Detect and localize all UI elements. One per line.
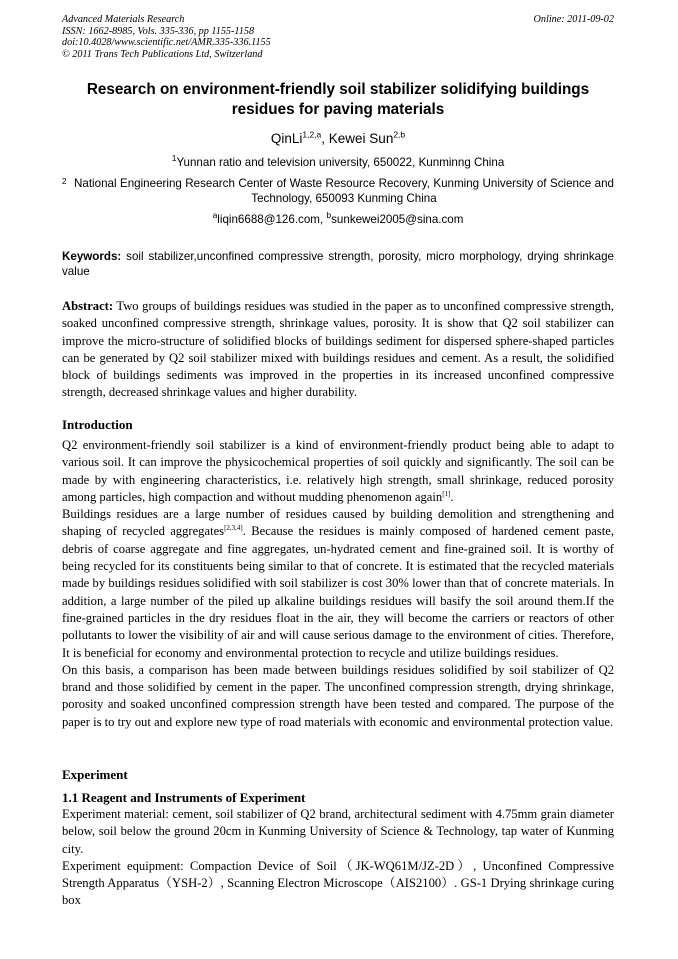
affiliation-2-text: National Engineering Research Center of Waste Resource Recovery, Kunming University of Science and Technology, 650093 Kunming China — [74, 177, 614, 205]
author-2-sup: 2,b — [393, 129, 406, 140]
introduction-heading: Introduction — [62, 417, 133, 432]
affiliation-1-text: Yunnan ratio and television university, 650022, Kunminng China — [176, 156, 505, 169]
author-1-sup: 1,2,a — [302, 129, 322, 140]
citation-2-4: [2,3,4] — [224, 524, 243, 533]
author-line — [62, 131, 614, 146]
intro-paragraph-3: On this basis, a comparison has been made between buildings residues solidified by soil stabilizer of Q2 brand and those solidified by cement in the paper. The unconfined compression strength, drying shrinkage, porosity and soaked unconfined compression strength have been tested and compared. The purpose of the paper is to try out and explore new type of road materials with economic and environmental protection value. — [62, 662, 614, 729]
email-2: sunkewei2005@sina.com — [331, 213, 464, 226]
abstract — [62, 298, 614, 402]
doi-line: doi:10.4028/www.scientific.net/AMR.335-336.1155 — [62, 37, 271, 48]
issn-line: ISSN: 1662-8985, Vols. 335-336, pp 1155-1158 — [62, 25, 255, 37]
email-2-sup: b — [326, 210, 332, 221]
subsection-1-1-heading: 1.1 Reagent and Instruments of Experiment — [62, 790, 306, 805]
introduction-body — [62, 437, 614, 731]
keywords-text: soil stabilizer,unconfined compressive strength, porosity, micro morphology, drying shrinkage value — [62, 250, 614, 278]
author-separator: , — [321, 131, 329, 146]
experiment-body — [62, 806, 614, 910]
journal-name: Advanced Materials Research — [62, 14, 185, 25]
intro-paragraph-2 — [62, 506, 614, 662]
paper-title: Research on environment-friendly soil stabilizer solidifying buildings residues for paving materials — [86, 81, 590, 118]
online-date: Online: 2011-09-02 — [533, 14, 614, 25]
experiment-materials: Experiment material: cement, soil stabilizer of Q2 brand, architectural sediment with 4.75mm grain diameter below, soil below the ground 20cm in Kunming University of Science & Technology, tap water of Kunming city. — [62, 807, 614, 856]
citation-1: [1] — [442, 489, 451, 498]
affiliation-1-num: 1 — [171, 153, 177, 164]
copyright-line: © 2011 Trans Tech Publications Ltd, Switzerland — [62, 48, 263, 60]
email-1: liqin6688@126.com, — [217, 213, 327, 226]
affiliation-2-num: 2 — [62, 177, 67, 186]
intro-p1-text: Q2 environment-friendly soil stabilizer is a kind of environment-friendly product being able to adapt to various soil. It can improve the physicochemical properties of soil quickly and significantly. The soil can be made by with engineering characteristics, i.e. relatively high strength, small shrinkage, reduced porosity among particles, high compaction and without mudding phenomenon again — [62, 438, 614, 504]
affiliation-2 — [62, 177, 614, 206]
abstract-label: Abstract: — [62, 299, 114, 313]
experiment-equipment: Experiment equipment: Compaction Device of Soil（JK-WQ61M/JZ-2D）, Unconfined Compressive Strength Apparatus（YSH-2）, Scanning Electron Microscope（AIS2100）. GS-1 Drying shrinkage curing box — [62, 858, 614, 908]
keywords — [62, 250, 614, 279]
affiliation-1 — [62, 153, 614, 169]
email-1-sup: a — [212, 210, 218, 221]
intro-paragraph-1 — [62, 437, 614, 506]
abstract-text: Two groups of buildings residues was studied in the paper as to unconfined compressive strength, soaked unconfined compressive strength, shrinkage values, porosity. It is show that Q2 soil stabilizer can improve the micro-structure of solidified blocks of buildings sediment for dispersed sphere-shaped particles can be generated by Q2 soil stabilizer mixed with buildings residues and cement. As a result, the solidified block of buildings sediments was improved in the properties in its increased unconfined compressive strength, decreased shrinkage values and higher durability. — [62, 299, 614, 400]
author-2-name: Kewei Sun — [328, 131, 394, 146]
intro-p2-text-b: . Because the residues is mainly composed of hardened cement paste, debris of coarse aggregate and fine aggregates, un-hydrated cement and fine-grained soil. It is worthy of being recycled for its constituents being similar to that of concrete. It is estimated that the recycled materials made by buildings residues solidified with soil stabilizer is cost 30% lower than that of concrete materials. In addition, a large number of the piled up alkaline buildings residues will basify the soil around them.If the fine-grained particles in the dry residues float in the air, they will become the carriers or reactors of other pollutants to lower the visibility of air and will cause serious damage to the environment of cities. Therefore, It is beneficial for economy and environmental protection to recycle and utilize buildings residues. — [62, 524, 614, 660]
intro-p1-end: . — [450, 489, 454, 504]
author-1-name: QinLi — [270, 131, 303, 146]
journal-header — [62, 14, 614, 60]
experiment-heading: Experiment — [62, 767, 128, 782]
intro-p2-text-a: Buildings residues are a large number of residues caused by building demolition and strengthening and shaping of recycled aggregates — [62, 507, 614, 539]
keywords-label: Keywords: — [62, 250, 122, 263]
email-line — [62, 210, 614, 226]
